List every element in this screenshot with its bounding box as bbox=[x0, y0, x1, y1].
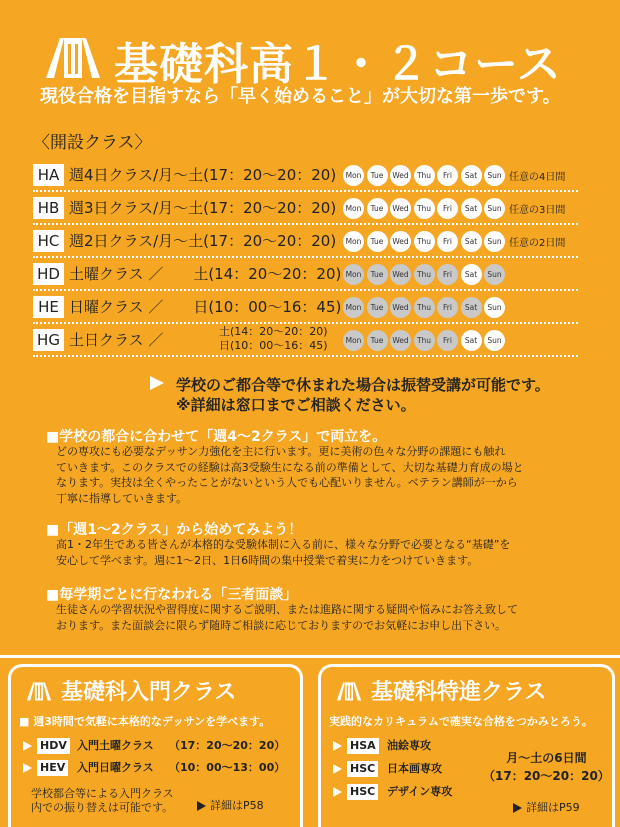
class-row-hd bbox=[33, 259, 578, 291]
class-description: 週4日クラス/月〜土(17：20〜20：20) bbox=[69, 166, 337, 184]
class-description: 土日クラス ／ bbox=[69, 331, 164, 349]
day-badge-mon: Mon bbox=[343, 165, 364, 186]
class-note: 任意の4日間 bbox=[509, 172, 566, 183]
class-row-hb bbox=[33, 193, 578, 225]
day-badge-sat: Sat bbox=[461, 231, 482, 252]
day-badge-sun: Sun bbox=[484, 231, 505, 252]
info-body: 高1・2年生である皆さんが本格的な受験体制に入る前に、様々な分野で必要となる“基礎”を 安心して学べます。週に1〜2日、1日6時間の集中授業で着実に力をつけていきます。 bbox=[56, 538, 511, 567]
arrow-right-icon bbox=[333, 741, 342, 751]
class-row-hc bbox=[33, 226, 578, 258]
class-time bbox=[219, 325, 328, 353]
class-description: 土曜クラス ／ 土(14：20〜20：20) bbox=[69, 265, 342, 283]
day-badge-sun: Sun bbox=[484, 297, 505, 318]
intro-box-note: 学校都合等による入門クラス 内での振り替えは可能です。 bbox=[31, 787, 174, 814]
day-badge-mon: Mon bbox=[343, 198, 364, 219]
day-badge-thu: Thu bbox=[414, 198, 435, 219]
class-description: 週2日クラス/月〜土(17：20〜20：20) bbox=[69, 232, 337, 250]
class-row-hg bbox=[33, 325, 578, 357]
day-badge-thu: Thu bbox=[414, 231, 435, 252]
class-row-he bbox=[33, 292, 578, 324]
info-heading: ■「週1〜2クラス」から始めてみよう！ bbox=[46, 522, 303, 538]
day-badge-tue: Tue bbox=[367, 330, 388, 351]
building-logo-icon bbox=[25, 679, 53, 703]
course-name: 油絵専攻 bbox=[387, 739, 431, 752]
day-badge-tue: Tue bbox=[367, 264, 388, 285]
course-code: HSA bbox=[347, 738, 379, 754]
course-code: HDV bbox=[37, 738, 70, 754]
class-code: HB bbox=[33, 197, 64, 219]
transfer-line-2: ※詳細は窓口までご相談ください。 bbox=[176, 396, 416, 414]
course-name: 入門土曜クラス bbox=[77, 739, 154, 752]
info-block-2 bbox=[46, 519, 576, 568]
transfer-line-1: 学校のご都合等で休まれた場合は振替受講が可能です。 bbox=[176, 376, 550, 394]
day-badge-sat: Sat bbox=[461, 198, 482, 219]
class-description: 日曜クラス ／ 日(10：00〜16：45) bbox=[69, 298, 342, 316]
class-time-line: 日(10：00〜16：45) bbox=[219, 339, 328, 352]
day-badge-tue: Tue bbox=[367, 198, 388, 219]
day-badge-mon: Mon bbox=[343, 231, 364, 252]
day-badge-tue: Tue bbox=[367, 165, 388, 186]
arrow-right-icon bbox=[197, 801, 206, 811]
day-badge-wed: Wed bbox=[390, 198, 411, 219]
class-time-line: 土(14：20〜20：20) bbox=[219, 325, 328, 338]
day-badge-tue: Tue bbox=[367, 231, 388, 252]
building-logo-icon bbox=[335, 679, 363, 703]
course-time: （17：20〜20：20） bbox=[169, 739, 286, 752]
arrow-right-icon bbox=[23, 741, 32, 751]
arrow-right-icon bbox=[150, 376, 164, 390]
day-badge-wed: Wed bbox=[390, 264, 411, 285]
class-note: 任意の3日間 bbox=[509, 205, 566, 216]
info-block-3 bbox=[46, 584, 576, 633]
day-badge-sat: Sat bbox=[461, 165, 482, 186]
class-code: HC bbox=[33, 230, 64, 252]
day-badge-sat: Sat bbox=[461, 330, 482, 351]
intro-box-title: 基礎科入門クラス bbox=[61, 680, 237, 705]
class-code: HE bbox=[33, 296, 64, 318]
day-badge-fri: Fri bbox=[437, 330, 458, 351]
day-badge-fri: Fri bbox=[437, 165, 458, 186]
day-badge-sun: Sun bbox=[484, 330, 505, 351]
day-badge-thu: Thu bbox=[414, 264, 435, 285]
special-class-box bbox=[318, 664, 615, 827]
info-heading: ■学校の都合に合わせて「週4〜2クラス」で両立を。 bbox=[46, 429, 387, 445]
special-schedule: 月〜土の6日間 （17：20〜20：20） bbox=[483, 751, 610, 783]
course-code: HSC bbox=[347, 761, 378, 777]
arrow-right-icon bbox=[23, 763, 32, 773]
divider bbox=[0, 655, 620, 658]
course-name: 入門日曜クラス bbox=[77, 761, 154, 774]
day-badge-mon: Mon bbox=[343, 330, 364, 351]
day-badge-mon: Mon bbox=[343, 264, 364, 285]
day-badge-fri: Fri bbox=[437, 264, 458, 285]
course-time: （10：00〜13：00） bbox=[169, 761, 286, 774]
day-badge-fri: Fri bbox=[437, 297, 458, 318]
class-code: HA bbox=[33, 164, 64, 186]
day-badge-sat: Sat bbox=[461, 264, 482, 285]
day-badge-sun: Sun bbox=[484, 165, 505, 186]
page-subtitle: 現役合格を目指すなら「早く始めること」が大切な第一歩です。 bbox=[40, 86, 561, 107]
day-badge-tue: Tue bbox=[367, 297, 388, 318]
day-badge-mon: Mon bbox=[343, 297, 364, 318]
class-code: HG bbox=[33, 329, 64, 351]
day-badge-thu: Thu bbox=[414, 330, 435, 351]
detail-link[interactable] bbox=[513, 799, 580, 815]
day-badge-thu: Thu bbox=[414, 165, 435, 186]
day-badge-wed: Wed bbox=[390, 330, 411, 351]
info-body: どの専攻にも必要なデッサン力強化を主に行います。更に美術の色々な分野の課題にも触れ ていきます。このクラスでの経験は高3受験生になる前の準備として、大切な基礎力育成の場と なります。実技は全くやったことがないという人でも心配いりません。ベテラン講師が一から 丁寧に指導していきます。 bbox=[56, 445, 524, 505]
day-badge-fri: Fri bbox=[437, 198, 458, 219]
course-name: 日本画専攻 bbox=[387, 762, 442, 775]
day-badge-sun: Sun bbox=[484, 198, 505, 219]
detail-text: 詳細はP59 bbox=[526, 801, 580, 814]
section-label: 〈開設クラス〉 bbox=[33, 133, 152, 153]
info-block-1 bbox=[46, 426, 576, 506]
day-badge-sat: Sat bbox=[461, 297, 482, 318]
header bbox=[0, 0, 620, 110]
special-box-title: 基礎科特進クラス bbox=[371, 680, 547, 705]
intro-box-subtitle: ■ 週3時間で気軽に本格的なデッサンを学べます。 bbox=[19, 715, 271, 728]
page-title: 基礎科高１・２コース bbox=[114, 39, 562, 90]
intro-class-box bbox=[8, 664, 303, 827]
day-badge-wed: Wed bbox=[390, 231, 411, 252]
day-badge-wed: Wed bbox=[390, 165, 411, 186]
class-code: HD bbox=[33, 263, 64, 285]
day-badge-fri: Fri bbox=[437, 231, 458, 252]
class-description: 週3日クラス/月〜土(17：20〜20：20) bbox=[69, 199, 337, 217]
day-badge-sun: Sun bbox=[484, 264, 505, 285]
course-code: HSC bbox=[347, 784, 378, 800]
building-logo-icon bbox=[42, 34, 104, 80]
info-heading: ■毎学期ごとに行なわれる「三者面談」 bbox=[46, 587, 298, 603]
day-badge-thu: Thu bbox=[414, 297, 435, 318]
detail-text: 詳細はP58 bbox=[210, 799, 264, 812]
day-badge-wed: Wed bbox=[390, 297, 411, 318]
detail-link[interactable] bbox=[197, 797, 264, 813]
course-code: HEV bbox=[37, 760, 68, 776]
arrow-right-icon bbox=[513, 803, 522, 813]
course-name: デザイン専攻 bbox=[387, 785, 453, 798]
special-box-subtitle: 実践的なカリキュラムで確実な合格をつかみとろう。 bbox=[329, 715, 593, 728]
class-note: 任意の2日間 bbox=[509, 238, 566, 249]
arrow-right-icon bbox=[333, 764, 342, 774]
class-row-ha bbox=[33, 160, 578, 192]
arrow-right-icon bbox=[333, 787, 342, 797]
info-body: 生徒さんの学習状況や習得度に関するご説明、または進路に関する疑問や悩みにお答え致して おります。また面談会に限らず随時ご相談に応じておりますのでお気軽にお申し出下さい。 bbox=[56, 603, 518, 632]
